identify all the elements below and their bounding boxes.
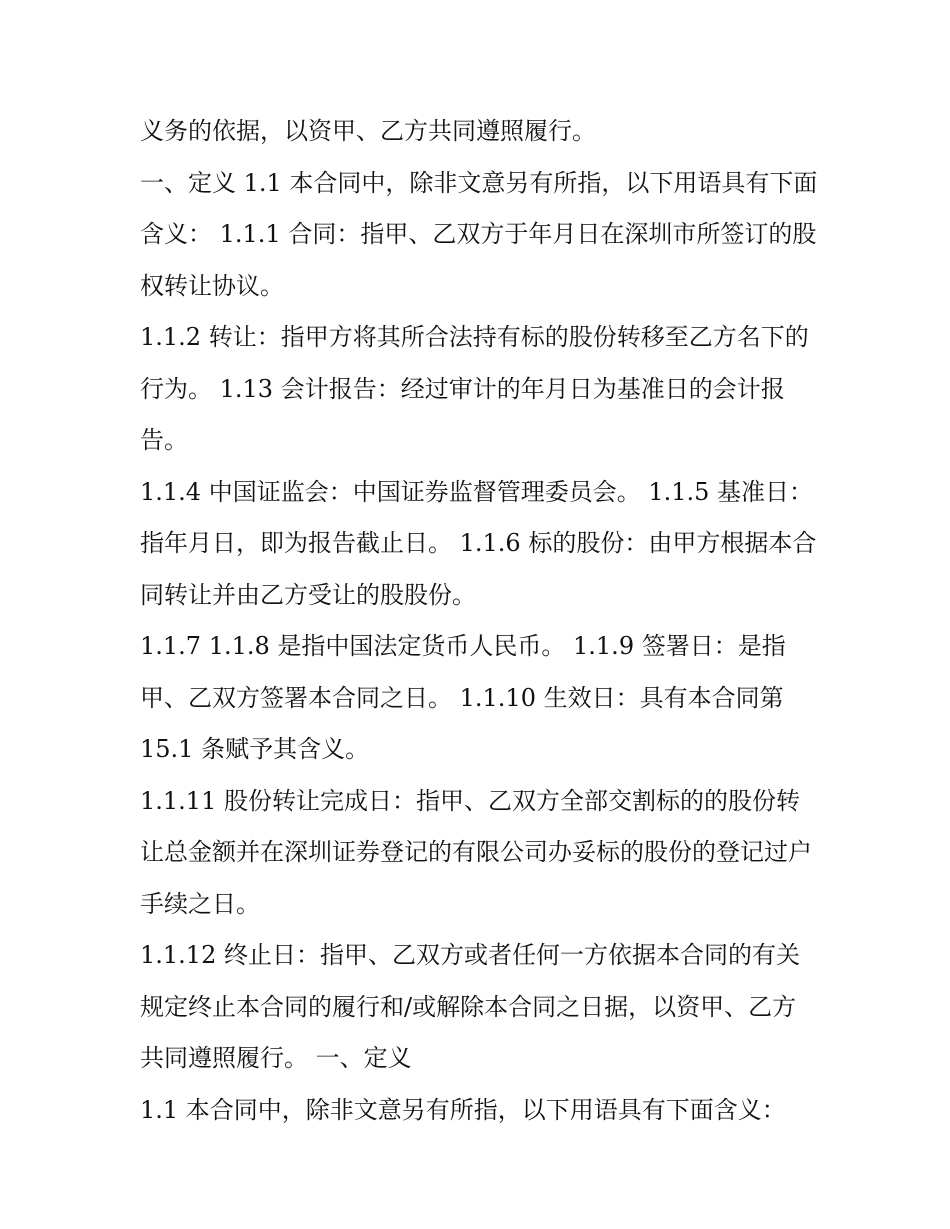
paragraph-7: 1.1.12 终止日：指甲、乙双方或者任何一方依据本合同的有关规定终止本合同的履行和/或解除本合同之日据，以资甲、乙方共同遵照履行。 一、定义: [140, 941, 800, 1072]
paragraph-3: 1.1.2 转让：指甲方将其所合法持有标的股份转移至乙方名下的行为。 1.13 会计报告：经过审计的年月日为基准日的会计报告。: [140, 323, 809, 454]
paragraph-5: 1.1.7 1.1.8 是指中国法定货币人民币。 1.1.9 签署日：是指甲、乙双方签署本合同之日。 1.1.10 生效日：具有本合同第 15.1 条赋予其含义。: [140, 632, 786, 763]
paragraph-4: 1.1.4 中国证监会：中国证券监督管理委员会。 1.1.5 基准日：指年月日，即为报告截止日。 1.1.6 标的股份：由甲方根据本合同转让并由乙方受让的股股份。: [140, 477, 817, 609]
paragraph-8: 1.1 本合同中，除非文意另有所指，以下用语具有下面含义：: [140, 1095, 786, 1124]
paragraph-2: 一、定义 1.1 本合同中，除非文意另有所指，以下用语具有下面含义： 1.1.1 合同：指甲、乙双方于年月日在深圳市所签订的股权转让协议。: [140, 168, 818, 300]
document-body: [140, 106, 820, 1136]
paragraph-6: 1.1.11 股份转让完成日：指甲、乙双方全部交割标的的股份转让总金额并在深圳证券登记的有限公司办妥标的股份的登记过户手续之日。: [140, 786, 812, 918]
paragraph-1: 义务的依据，以资甲、乙方共同遵照履行。: [140, 117, 596, 145]
